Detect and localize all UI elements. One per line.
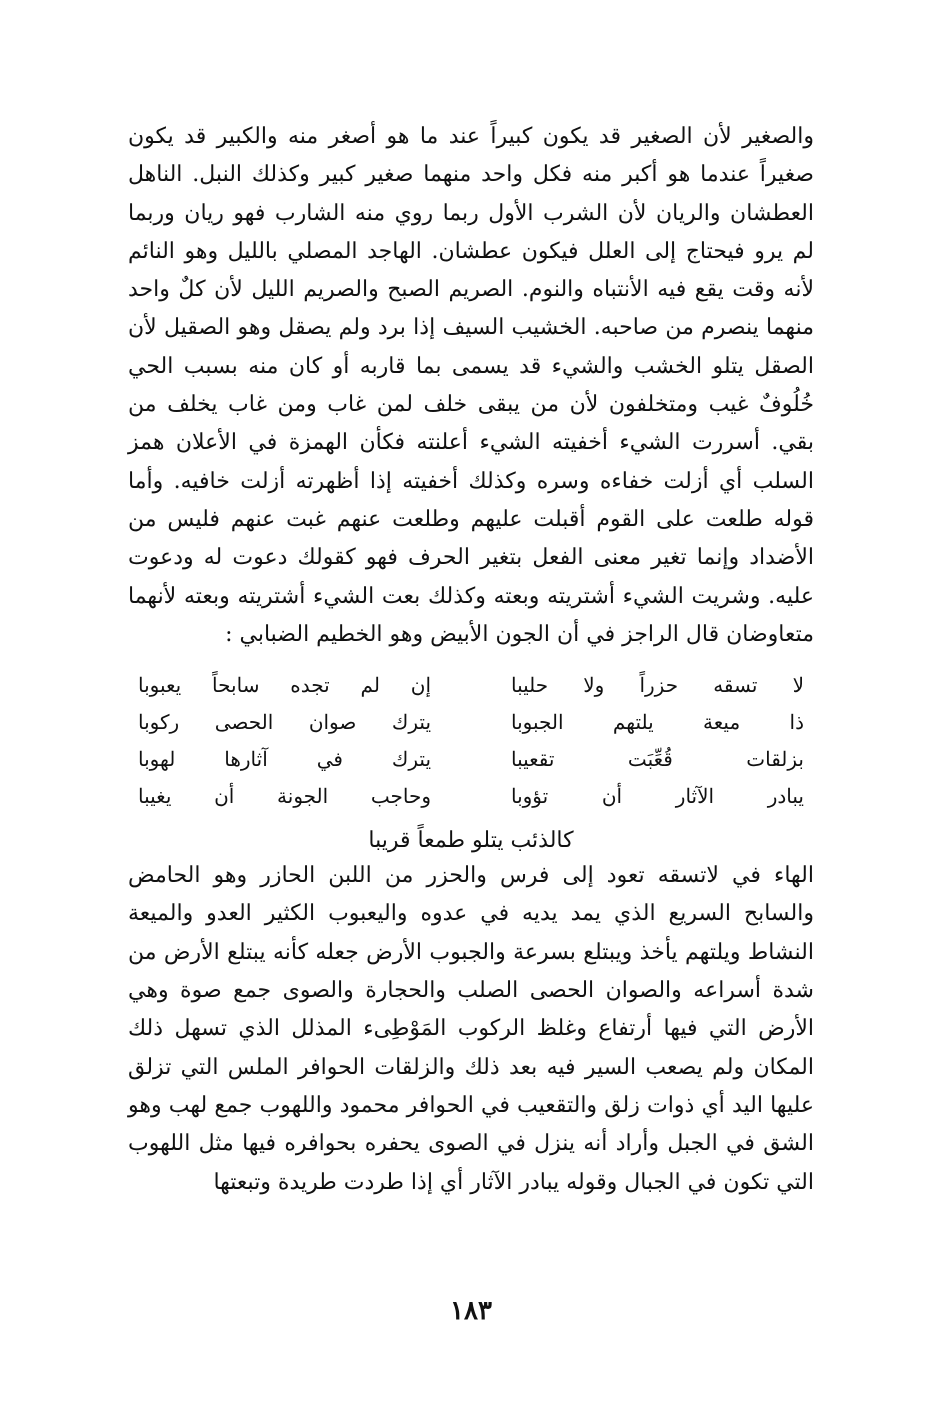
verse-first-hemistich: يبادر الآثار أن تؤوبا — [510, 783, 804, 808]
paragraph-2: الهاء في لاتسقه تعود إلى فرس والحزر من اللبن الحازر وهو الحامض والسابح السريع الذي يمد يديه في عدوه واليعبوب الكثير العدو والميعة النشاط ويلتهم يأخذ ويبتلع بسرعة والجبوب الأرض جعله كأنه يبتلع الأرض من شدة أسراعه والصوان الحصى الصلب والحجارة والصوى جمع صوة وهي الأرض التي فيها أرتفاع وغلظ الركوب المَوْطِىء المذلل الذي تسهل ذلك المكان ولم يصعب السير فيه بعد ذلك والزلقات الحوافر الملس التي تزلق عليها اليد أي ذوات زلق والتقعيب في الحوافر محمود واللهوب جمع لهب وهو الشق في الجبل وأراد أنه ينزل في الصوى يحفره بحوافره فيها مثل اللهوب التي تكون في الجبال وقوله يبادر الآثار أي إذا طردت طريدة وتبعتها — [128, 863, 814, 1195]
verse-block — [128, 666, 814, 814]
verse-first-hemistich: ذا ميعة يلتهم الجبوبا — [510, 709, 804, 734]
verse-line — [138, 740, 804, 777]
verse-second-hemistich: يترك صوان الحصى ركوبا — [138, 709, 432, 734]
verse-first-hemistich: لا تسقه حزراً ولا حليبا — [510, 672, 804, 697]
verse-second-hemistich: يترك في آثارها لهوبا — [138, 746, 432, 771]
verse-first-hemistich: بزلقات قُعِّبَت تقعيبا — [510, 746, 804, 771]
verse-second-hemistich: إن لم تجده سابحاً يعبوبا — [138, 672, 432, 697]
verse-line — [138, 777, 804, 814]
verse-line — [138, 703, 804, 740]
paragraph-1: والصغير لأن الصغير قد يكون كبيراً عند ما هو أصغر منه والكبير قد يكون صغيراً عندما هو أكبر منه فكل واحد منهما صغير كبير وكذلك النبل. الناهل العطشان والريان لأن الشرب الأول ربما روي منه الشارب فهو ريان وربما لم يرو فيحتاج إلى العلل فيكون عطشان. الهاجد المصلي بالليل وهو النائم لأنه وقت يقع فيه الأنتباه والنوم. الصريم الصبح والصريم الليل لأن كلٌ واحد منهما ينصرم من صاحبه. الخشيب السيف إذا برد ولم يصقل وهو الصقيل لأن الصقل يتلو الخشب والشيء قد يسمى بما قاربه أو كان منه بسبب الحي خُلُوفٌ غيب ومتخلفون لأن من يبقى خلف لمن غاب ومن غاب يخلف من بقي. أسررت الشيء أخفيته الشيء أعلنته فكأن الهمزة في الأعلان همز السلب أي أزلت خفاءه وسره وكذلك أخفيته إذا أظهرته أزلت خافيه. وأما قوله طلعت على القوم أقبلت عليهم وطلعت عنهم غبت عنهم فليس من الأضداد وإنما تغير معنى الفعل بتغير الحرف فهو كقولك دعوت له ودعوت عليه. وشريت الشيء أشتريته وبعته وكذلك بعت الشيء أشتريته وبعته لأنهما متعاوضان قال الراجز في أن الجون الأبيض وهو الخطيم الضبابي : — [128, 124, 815, 647]
page-number: ١٨٣ — [450, 1296, 492, 1326]
verse-final-line: كالذئب يتلو طمعاً قريبا — [368, 828, 574, 854]
verse-line — [138, 666, 804, 703]
verse-second-hemistich: وحاجب الجونة أن يغيبا — [138, 783, 432, 808]
